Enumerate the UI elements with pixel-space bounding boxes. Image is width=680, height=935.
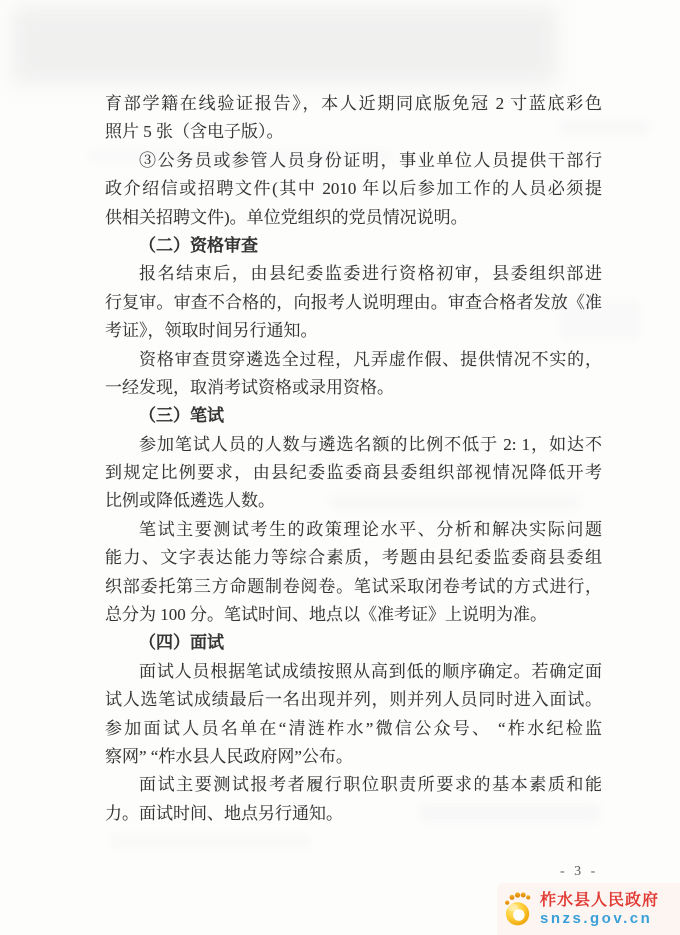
paw-foot-icon: [502, 889, 534, 929]
section-heading: （四）面试: [139, 633, 224, 653]
document-line: 资格审查贯穿遴选全过程，凡弄虚作假、提供情况不实的，: [139, 349, 602, 369]
document-line: 行复审。审查不合格的，向报考人说明理由。审查合格者发放《准: [105, 292, 602, 312]
document-line: 织部委托第三方命题制卷阅卷。笔试采取闭卷考试的方式进行，: [105, 576, 602, 596]
document-line: 育部学籍在线验证报告》，本人近期同底版免冠 2 寸蓝底彩色: [105, 94, 602, 113]
document-line: 参加笔试人员的人数与遴选名额的比例不低于 2: 1，如达不: [139, 434, 602, 454]
document-line: 照片 5 张（含电子版）。: [105, 122, 284, 142]
document-line: 能力、文字表达能力等综合素质，考题由县纪委监委商县委组: [105, 548, 602, 568]
document-line: 面试主要测试报考者履行职位职责所要求的基本素质和能: [139, 775, 602, 795]
document-line: 总分为 100 分。笔试时间、地点以《准考证》上说明为准。: [105, 605, 547, 625]
document-line: 笔试主要测试考生的政策理论水平、分析和解决实际问题: [139, 519, 602, 539]
scan-shading-band: [12, 6, 557, 84]
document-line: 一经发现，取消考试资格或录用资格。: [105, 377, 394, 397]
document-line: 面试人员根据笔试成绩按照从高到低的顺序确定。若确定面: [139, 661, 602, 681]
section-heading: （三）笔试: [139, 406, 224, 426]
document-line: 察网” “柞水县人民政府网”公布。: [105, 746, 353, 766]
page-number: - 3 -: [560, 864, 599, 879]
document-line: 试人选笔试成绩最后一名出现并列，则并列人员同时进入面试。: [105, 690, 602, 710]
government-site-watermark: [497, 883, 680, 935]
watermark-text: [540, 891, 659, 928]
document-line: 报名结束后，由县纪委监委进行资格初审，县委组织部进: [139, 264, 602, 284]
document-line: 到规定比例要求，由县纪委监委商县委组织部视情况降低开考: [105, 463, 602, 483]
watermark-site-name: 柞水县人民政府: [540, 891, 660, 909]
document-line: ③公务员或参管人员身份证明，事业单位人员提供干部行: [139, 150, 602, 170]
watermark-site-url: snzs.gov.cn: [540, 909, 653, 927]
section-heading: （二）资格审查: [139, 235, 258, 255]
bleed-through-smudge: [110, 835, 310, 849]
document-line: 力。面试时间、地点另行通知。: [105, 803, 343, 823]
document-line: 参加面试人员名单在“清涟柞水”微信公众号、 “柞水纪检监: [105, 718, 602, 738]
document-body: [105, 90, 602, 828]
document-line: 供相关招聘文件)。单位党组织的党员情况说明。: [105, 207, 468, 227]
document-line: 政介绍信或招聘文件(其中 2010 年以后参加工作的人员必须提: [105, 179, 602, 199]
document-line: 比例或降低遴选人数。: [105, 491, 275, 511]
document-line: 考证》，领取时间另行通知。: [105, 321, 318, 341]
